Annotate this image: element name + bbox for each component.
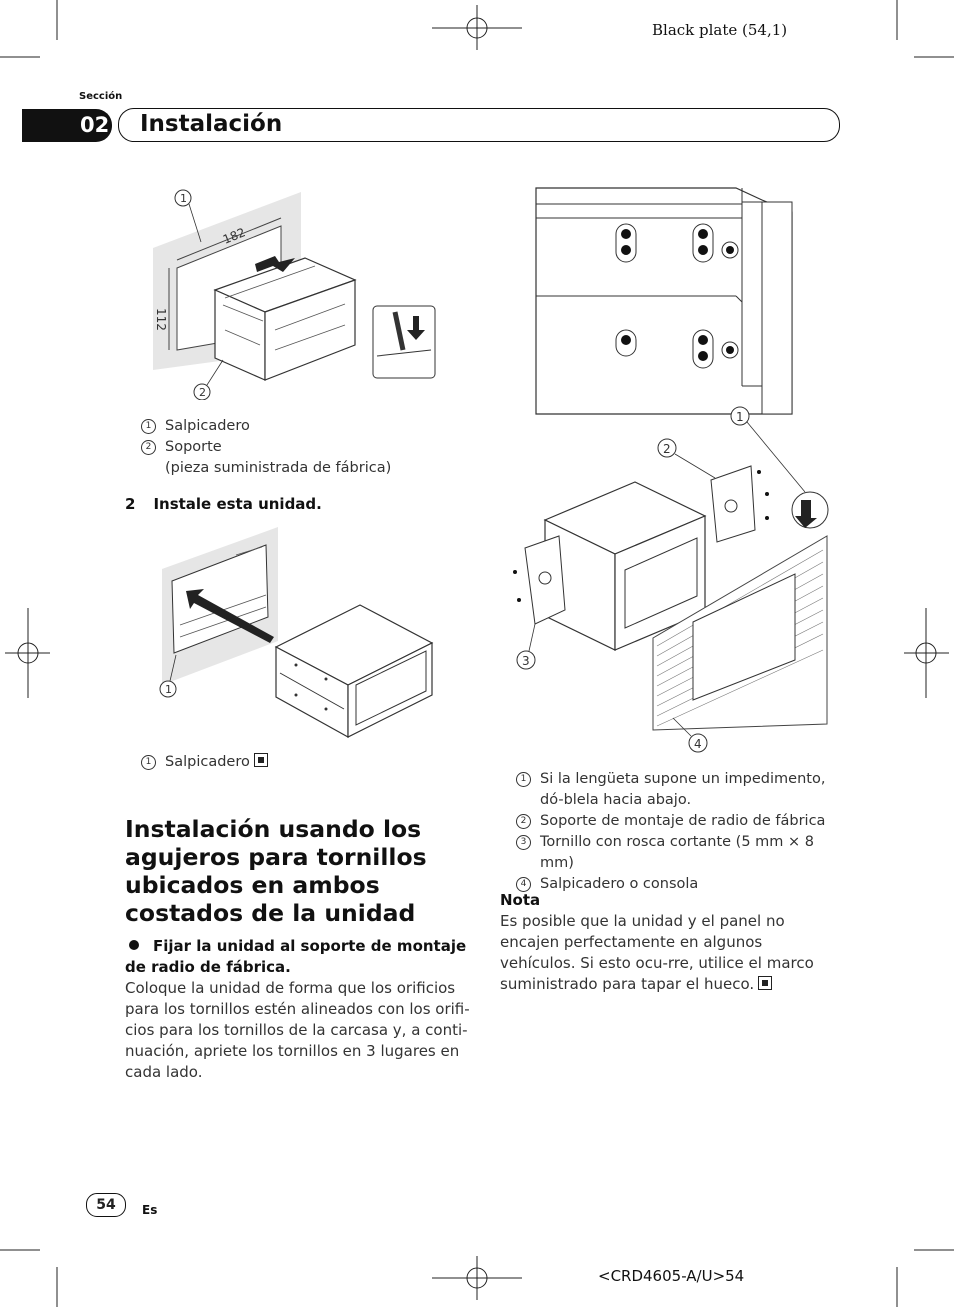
plate-label: Black plate (54,1)	[652, 21, 788, 39]
dim-height: 112	[154, 308, 168, 331]
section-number-badge	[22, 109, 112, 142]
language-code: Es	[142, 1203, 158, 1217]
bullet-title: Fijar la unidad al soporte de montaje de radio de fábrica.	[125, 937, 467, 976]
figure-bracket-holes	[530, 182, 810, 417]
figure-factory-bracket	[505, 400, 845, 760]
section-title: Instalación	[140, 111, 283, 137]
legend-item: 1 Salpicadero	[141, 752, 341, 773]
legend-item: 1 Salpicadero	[141, 416, 421, 437]
callout-4: 4	[694, 737, 702, 751]
callout-3: 3	[522, 654, 530, 668]
section-label: Sección	[79, 91, 123, 102]
figure-insert-unit	[150, 525, 450, 745]
legend-item: 3 Tornillo con rosca cortante (5 mm × 8 mm)	[516, 832, 841, 874]
callout-2: 2	[199, 386, 206, 399]
legend-item: 4 Salpicadero o consola	[516, 874, 841, 895]
callout-1: 1	[736, 410, 744, 424]
dim-width: 182	[220, 225, 248, 247]
page-number: 54	[86, 1193, 126, 1217]
bullet-body: Coloque la unidad de forma que los orificios para los tornillos estén alineados con los orifi-cios para los tornillos de la carcasa y, a conti-nuación, apriete los tornillos en 3 lugares en cada lado.	[125, 979, 470, 1081]
footer-code: <CRD4605-A/U>54	[598, 1267, 745, 1285]
callout-1: 1	[165, 683, 172, 696]
bullet-section	[125, 936, 470, 1083]
bullet-dot-icon	[129, 940, 139, 950]
step-2	[125, 495, 322, 513]
callout-2: 2	[663, 442, 671, 456]
section-number: 02	[80, 113, 110, 137]
heading-screw-holes: Instalación usando los agujeros para tornillos ubicados en ambos costados de la unidad	[125, 815, 427, 927]
legend-figure-2	[141, 752, 341, 773]
figure-sleeve-install	[145, 180, 445, 400]
legend-item: 2 Soporte de montaje de radio de fábrica	[516, 811, 841, 832]
end-mark-icon	[254, 753, 268, 767]
end-mark-icon	[758, 976, 772, 990]
note-section	[500, 890, 840, 995]
legend-figure-1	[141, 416, 421, 479]
legend-item: 1 Si la lengüeta supone un impedimento, dó-blela hacia abajo.	[516, 769, 841, 811]
step-text: Instale esta unidad.	[153, 495, 322, 513]
legend-figure-4	[516, 769, 841, 895]
detail-box	[373, 306, 435, 378]
note-title: Nota	[500, 891, 541, 909]
callout-1: 1	[180, 192, 187, 205]
note-text: Es posible que la unidad y el panel no encajen perfectamente en algunos vehículos. Si esto ocu-rre, utilice el marco suministrado para tapar el hueco.	[500, 912, 814, 993]
legend-item: 2 Soporte (pieza suministrada de fábrica)	[141, 437, 421, 479]
step-number: 2	[125, 495, 136, 513]
